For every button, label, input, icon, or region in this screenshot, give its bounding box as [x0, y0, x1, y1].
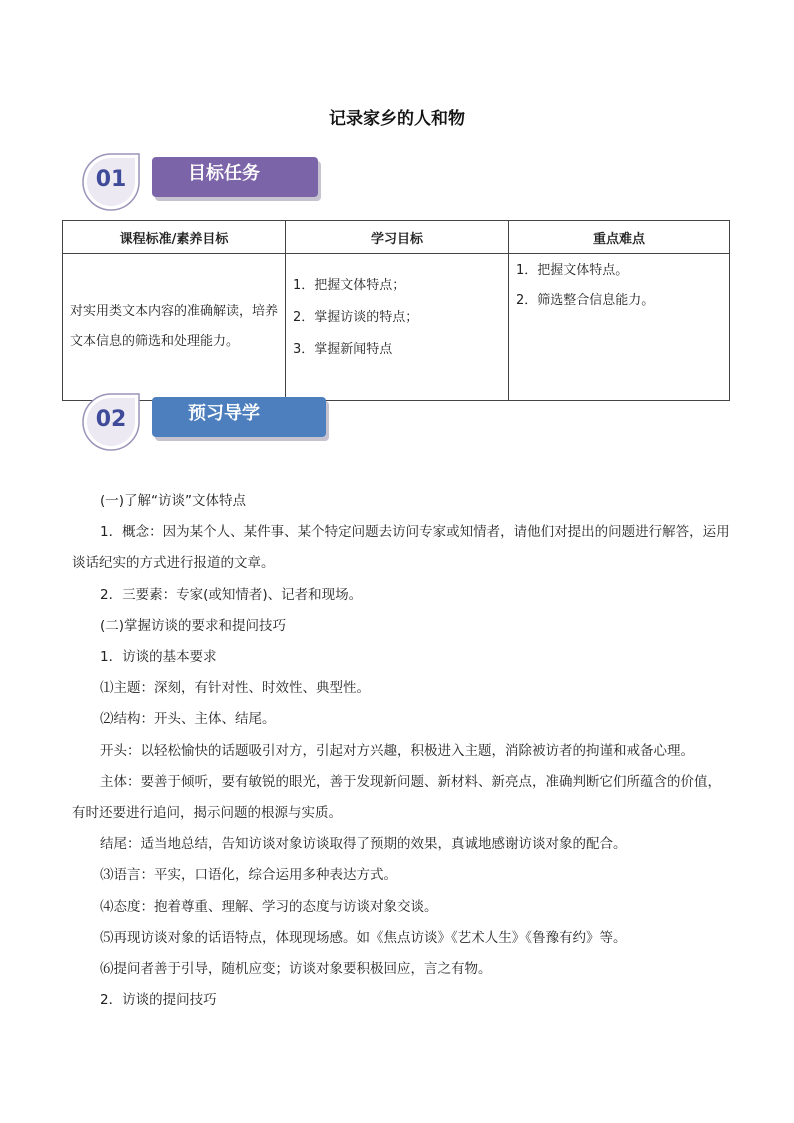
section-number: 02 — [95, 407, 127, 432]
list-item: 2．筛选整合信息能力。 — [516, 293, 655, 308]
table-header: 课程标准/素养目标 — [63, 221, 286, 254]
table-header: 学习目标 — [286, 221, 509, 254]
table-cell-standard: 对实用类文本内容的准确解读，培养文本信息的筛选和处理能力。 — [63, 254, 286, 401]
table-cell-key-points — [509, 254, 730, 401]
section-number: 01 — [95, 167, 127, 192]
paragraph: ⑶语言：平实，口语化，综合运用多种表达方式。 — [100, 867, 397, 884]
list-item: 1．把握文体特点。 — [516, 263, 629, 278]
paragraph: 2．访谈的提问技巧 — [100, 992, 217, 1009]
page-title: 记录家乡的人和物 — [329, 109, 465, 129]
list-item: 1．把握文体特点； — [293, 278, 406, 293]
paragraph: ⑸再现访谈对象的话语特点，体现现场感。如《焦点访谈》《艺术人生》《鲁豫有约》等。 — [100, 929, 627, 946]
body-text — [72, 486, 734, 1016]
goals-table — [62, 220, 730, 401]
paragraph: 主体：要善于倾听，要有敏锐的眼光，善于发现新问题、新材料、新亮点，准确判断它们所蕴含的价值，有时还要进行追问，揭示问题的根源与实质。 — [72, 773, 721, 822]
table-cell-objectives — [286, 254, 509, 401]
section-header-goals — [78, 152, 338, 212]
table-header-row — [63, 221, 730, 254]
paragraph: 结尾：适当地总结，告知访谈对象访谈取得了预期的效果，真诚地感谢访谈对象的配合。 — [100, 836, 627, 853]
section-banner: 目标任务 — [152, 157, 318, 197]
paragraph: 1．概念：因为某个人、某件事、某个特定问题去访问专家或知情者，请他们对提出的问题进行解答，运用谈话纪实的方式进行报道的文章。 — [72, 524, 730, 572]
paragraph: 开头：以轻松愉快的话题吸引对方，引起对方兴趣，积极进入主题，消除被访者的拘谨和戒备心理。 — [100, 742, 694, 759]
section-header-preview — [78, 392, 338, 452]
paragraph: ⑵结构：开头、主体、结尾。 — [100, 711, 276, 728]
table-row — [63, 254, 730, 401]
paragraph: ⑹提问者善于引导，随机应变；访谈对象要积极回应，言之有物。 — [100, 961, 492, 978]
paragraph: ⑷态度：抱着尊重、理解、学习的态度与访谈对象交谈。 — [100, 898, 438, 915]
paragraph: ⑴主题：深刻，有针对性、时效性、典型性。 — [100, 680, 370, 697]
paragraph: (二)掌握访谈的要求和提问技巧 — [100, 617, 287, 634]
list-item: 3．掌握新闻特点 — [293, 342, 393, 357]
paragraph: 2．三要素：专家(或知情者)、记者和现场。 — [100, 586, 363, 603]
list-item: 2．掌握访谈的特点； — [293, 310, 419, 325]
table-header: 重点难点 — [509, 221, 730, 254]
section-banner: 预习导学 — [152, 397, 326, 437]
paragraph: (一)了解“访谈”文体特点 — [100, 493, 247, 509]
paragraph: 1．访谈的基本要求 — [100, 649, 217, 666]
